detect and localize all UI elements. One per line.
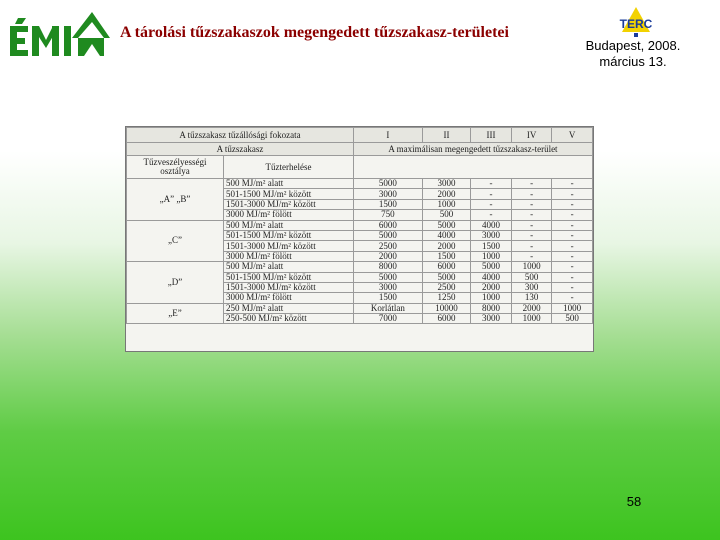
area-value-cell: 500 bbox=[552, 314, 593, 324]
area-value-cell: 5000 bbox=[422, 272, 471, 282]
area-value-cell: 5000 bbox=[471, 262, 512, 272]
risk-class-cell: „D” bbox=[127, 262, 224, 304]
date-line-2: március 13. bbox=[599, 54, 667, 69]
area-value-cell: - bbox=[552, 241, 593, 251]
area-value-cell: - bbox=[471, 210, 512, 220]
page-title: A tárolási tűzszakaszok megengedett tűzszakasz-területei bbox=[120, 24, 509, 41]
area-value-cell: - bbox=[552, 230, 593, 240]
header-grade: V bbox=[552, 128, 593, 143]
area-value-cell: - bbox=[511, 210, 552, 220]
area-value-cell: 5000 bbox=[353, 230, 422, 240]
fire-load-cell: 3000 MJ/m² fölött bbox=[224, 210, 354, 220]
area-value-cell: 3000 bbox=[422, 179, 471, 189]
area-value-cell: 1000 bbox=[511, 262, 552, 272]
table-header-row bbox=[127, 128, 593, 143]
risk-class-cell: „A” „B” bbox=[127, 179, 224, 221]
area-value-cell: - bbox=[552, 220, 593, 230]
fire-load-cell: 500 MJ/m² alatt bbox=[224, 220, 354, 230]
page-number: 58 bbox=[626, 494, 642, 509]
area-value-cell: - bbox=[552, 282, 593, 292]
area-value-cell: 1250 bbox=[422, 293, 471, 303]
area-value-cell: 2000 bbox=[422, 189, 471, 199]
fire-load-cell: 501-1500 MJ/m² között bbox=[224, 230, 354, 240]
area-value-cell: 2500 bbox=[353, 241, 422, 251]
area-value-cell: 3000 bbox=[353, 189, 422, 199]
area-value-cell: - bbox=[511, 179, 552, 189]
area-value-cell: 500 bbox=[422, 210, 471, 220]
table-row bbox=[127, 303, 593, 313]
area-value-cell: 1500 bbox=[353, 293, 422, 303]
fire-load-cell: 501-1500 MJ/m² között bbox=[224, 272, 354, 282]
area-value-cell: 6000 bbox=[422, 314, 471, 324]
area-value-cell: - bbox=[552, 179, 593, 189]
header-fire-load: Tűzterhelése bbox=[224, 156, 354, 179]
area-value-cell: - bbox=[471, 189, 512, 199]
area-value-cell: 3000 bbox=[471, 314, 512, 324]
table-header-row bbox=[127, 156, 593, 179]
area-value-cell: 4000 bbox=[422, 230, 471, 240]
fire-load-cell: 3000 MJ/m² fölött bbox=[224, 251, 354, 261]
emi-logo-icon bbox=[8, 8, 110, 58]
fire-load-cell: 500 MJ/m² alatt bbox=[224, 179, 354, 189]
area-value-cell: - bbox=[511, 241, 552, 251]
area-value-cell: 3000 bbox=[353, 282, 422, 292]
date-line-1: Budapest, 2008. bbox=[585, 38, 681, 53]
area-value-cell: 2000 bbox=[353, 251, 422, 261]
header-section-label: A tűzszakasz bbox=[127, 143, 354, 156]
area-value-cell: 2500 bbox=[422, 282, 471, 292]
area-value-cell: 5000 bbox=[353, 272, 422, 282]
fire-load-cell: 1501-3000 MJ/m² között bbox=[224, 282, 354, 292]
fire-section-table-image bbox=[125, 126, 594, 352]
table-row bbox=[127, 220, 593, 230]
area-value-cell: Korlátlan bbox=[353, 303, 422, 313]
area-value-cell: 6000 bbox=[422, 262, 471, 272]
area-value-cell: - bbox=[511, 199, 552, 209]
header-blank bbox=[353, 156, 592, 179]
risk-class-cell: „E” bbox=[127, 303, 224, 324]
fire-load-cell: 500 MJ/m² alatt bbox=[224, 262, 354, 272]
fire-load-cell: 3000 MJ/m² fölött bbox=[224, 293, 354, 303]
table-header-row bbox=[127, 143, 593, 156]
area-value-cell: 1000 bbox=[552, 303, 593, 313]
area-value-cell: - bbox=[552, 251, 593, 261]
area-value-cell: 6000 bbox=[353, 220, 422, 230]
area-value-cell: 5000 bbox=[422, 220, 471, 230]
area-value-cell: 1000 bbox=[471, 293, 512, 303]
area-value-cell: - bbox=[552, 293, 593, 303]
table-row bbox=[127, 262, 593, 272]
area-value-cell: 300 bbox=[511, 282, 552, 292]
area-value-cell: 8000 bbox=[471, 303, 512, 313]
area-value-cell: - bbox=[511, 220, 552, 230]
area-value-cell: 8000 bbox=[353, 262, 422, 272]
header-grade: IV bbox=[511, 128, 552, 143]
area-value-cell: 3000 bbox=[471, 230, 512, 240]
header-grade: III bbox=[471, 128, 512, 143]
area-value-cell: 2000 bbox=[471, 282, 512, 292]
area-value-cell: - bbox=[511, 230, 552, 240]
area-value-cell: 1500 bbox=[471, 241, 512, 251]
area-value-cell: 1000 bbox=[511, 314, 552, 324]
area-value-cell: - bbox=[471, 199, 512, 209]
area-value-cell: 2000 bbox=[511, 303, 552, 313]
fire-load-cell: 1501-3000 MJ/m² között bbox=[224, 241, 354, 251]
area-value-cell: 1500 bbox=[353, 199, 422, 209]
area-value-cell: 5000 bbox=[353, 179, 422, 189]
area-value-cell: 1500 bbox=[422, 251, 471, 261]
area-value-cell: 750 bbox=[353, 210, 422, 220]
fire-load-cell: 250-500 MJ/m² között bbox=[224, 314, 354, 324]
area-value-cell: - bbox=[552, 189, 593, 199]
terc-logo-icon bbox=[612, 6, 660, 40]
table-row bbox=[127, 179, 593, 189]
date-block bbox=[572, 38, 694, 70]
header-risk-class: Tűzveszélyességi osztálya bbox=[127, 156, 224, 179]
area-value-cell: - bbox=[552, 262, 593, 272]
header-max-area-label: A maximálisan megengedett tűzszakasz-terület bbox=[353, 143, 592, 156]
area-value-cell: - bbox=[552, 210, 593, 220]
fire-load-cell: 250 MJ/m² alatt bbox=[224, 303, 354, 313]
area-value-cell: 2000 bbox=[422, 241, 471, 251]
area-value-cell: 4000 bbox=[471, 220, 512, 230]
fire-section-table bbox=[126, 127, 593, 324]
area-value-cell: 130 bbox=[511, 293, 552, 303]
area-value-cell: 7000 bbox=[353, 314, 422, 324]
header-grade: I bbox=[353, 128, 422, 143]
area-value-cell: 1000 bbox=[471, 251, 512, 261]
area-value-cell: 10000 bbox=[422, 303, 471, 313]
area-value-cell: - bbox=[471, 179, 512, 189]
fire-load-cell: 1501-3000 MJ/m² között bbox=[224, 199, 354, 209]
area-value-cell: - bbox=[552, 199, 593, 209]
header-grade-label: A tűzszakasz tűzállósági fokozata bbox=[127, 128, 354, 143]
area-value-cell: 1000 bbox=[422, 199, 471, 209]
svg-text:TERC: TERC bbox=[619, 17, 653, 31]
fire-load-cell: 501-1500 MJ/m² között bbox=[224, 189, 354, 199]
area-value-cell: 500 bbox=[511, 272, 552, 282]
area-value-cell: 4000 bbox=[471, 272, 512, 282]
risk-class-cell: „C” bbox=[127, 220, 224, 262]
area-value-cell: - bbox=[552, 272, 593, 282]
header-grade: II bbox=[422, 128, 471, 143]
area-value-cell: - bbox=[511, 251, 552, 261]
area-value-cell: - bbox=[511, 189, 552, 199]
